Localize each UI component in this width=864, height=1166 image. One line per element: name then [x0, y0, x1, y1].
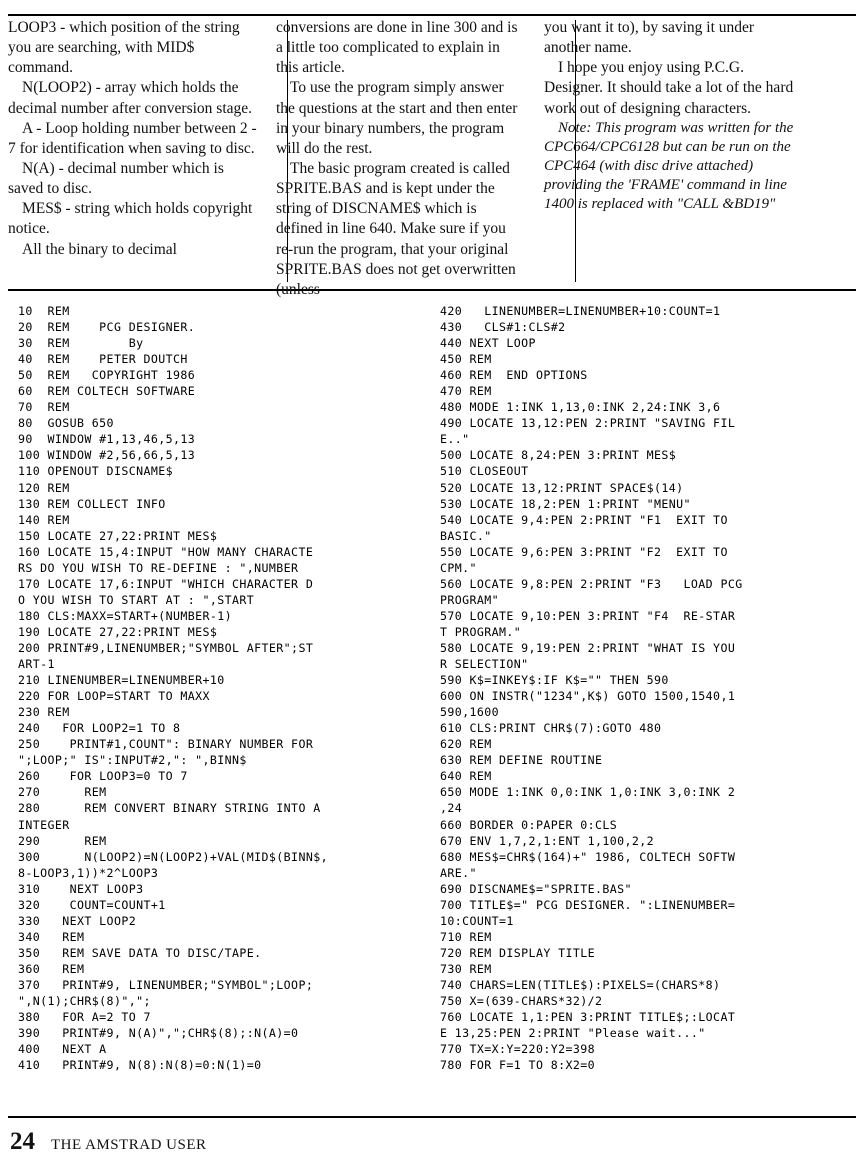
code-line: 50 REM COPYRIGHT 1986 [18, 368, 196, 383]
article-column-1 [8, 18, 276, 282]
code-line: 390 PRINT#9, N(A)",";CHR$(8);:N(A)=0 [18, 1026, 299, 1041]
article-paragraph: The basic program created is called SPRITE.BAS and is kept under the string of DISCNAME$ which is defined in line 640. Make sure if you re-run the program, that your original SPRITE.BAS does not get overwritten (unless [276, 159, 516, 298]
code-line: 670 ENV 1,7,2,1:ENT 1,100,2,2 [440, 833, 655, 848]
code-line: R SELECTION" [440, 657, 529, 672]
code-line: 610 CLS:PRINT CHR$(7):GOTO 480 [440, 721, 662, 736]
code-line: O YOU WISH TO START AT : ",START [18, 592, 255, 607]
article-paragraph: All the binary to decimal [22, 240, 177, 258]
code-line: 550 LOCATE 9,6:PEN 3:PRINT "F2 EXIT TO [440, 544, 728, 559]
code-line: 190 LOCATE 27,22:PRINT MES$ [18, 624, 218, 639]
code-line: 260 FOR LOOP3=0 TO 7 [18, 769, 188, 784]
code-line: 130 REM COLLECT INFO [18, 496, 166, 511]
code-line: 290 REM [18, 833, 107, 848]
code-line: 140 REM [18, 512, 70, 527]
code-line: 250 PRINT#1,COUNT": BINARY NUMBER FOR [18, 737, 314, 752]
code-line: 650 MODE 1:INK 0,0:INK 1,0:INK 3,0:INK 2 [440, 785, 736, 800]
code-line: 350 REM SAVE DATA TO DISC/TAPE. [18, 945, 262, 960]
code-line: 200 PRINT#9,LINENUMBER;"SYMBOL AFTER";ST [18, 640, 314, 655]
code-line: 360 REM [18, 961, 85, 976]
code-line: 730 REM [440, 961, 492, 976]
code-line: 630 REM DEFINE ROUTINE [440, 753, 603, 768]
article-paragraph: A - Loop holding number between 2 - 7 for identification when saving to disc. [8, 119, 257, 157]
article-column-2 [276, 18, 544, 298]
code-line: 760 LOCATE 1,1:PEN 3:PRINT TITLE$;:LOCAT [440, 1010, 736, 1025]
article-paragraph: you want it to), by saving it under another name. [544, 19, 755, 57]
code-line: 770 TX=X:Y=220:Y2=398 [440, 1042, 595, 1057]
listing-column-left [18, 303, 432, 1103]
code-line: INTEGER [18, 817, 70, 832]
publication-title: THE AMSTRAD USER [51, 1137, 207, 1153]
code-line: 720 REM DISPLAY TITLE [440, 945, 595, 960]
code-line: 8-LOOP3,1))*2^LOOP3 [18, 865, 159, 880]
code-line: 210 LINENUMBER=LINENUMBER+10 [18, 673, 225, 688]
page-number: 24 [10, 1128, 35, 1155]
code-line: 170 LOCATE 17,6:INPUT "WHICH CHARACTER D [18, 576, 314, 591]
code-line: PROGRAM" [440, 592, 500, 607]
code-line: 740 CHARS=LEN(TITLE$):PIXELS=(CHARS*8) [440, 977, 721, 992]
code-line: 240 FOR LOOP2=1 TO 8 [18, 721, 181, 736]
code-line: 480 MODE 1:INK 1,13,0:INK 2,24:INK 3,6 [440, 400, 721, 415]
code-line: ",N(1);CHR$(8)","; [18, 994, 151, 1009]
code-line: ";LOOP;" IS":INPUT#2,": ",BINN$ [18, 753, 247, 768]
code-line: 60 REM COLTECH SOFTWARE [18, 384, 196, 399]
code-line: 300 N(LOOP2)=N(LOOP2)+VAL(MID$(BINN$, [18, 849, 328, 864]
code-line: 340 REM [18, 929, 85, 944]
top-divider-rule [8, 14, 856, 16]
code-line: 20 REM PCG DESIGNER. [18, 320, 196, 335]
code-line: 590 K$=INKEY$:IF K$="" THEN 590 [440, 673, 669, 688]
code-line: E 13,25:PEN 2:PRINT "Please wait..." [440, 1026, 706, 1041]
code-line: 400 NEXT A [18, 1042, 107, 1057]
code-line: ,24 [440, 801, 463, 816]
program-listing [18, 303, 846, 1103]
code-line: 750 X=(639-CHARS*32)/2 [440, 994, 603, 1009]
listing-column-right [432, 303, 846, 1103]
code-line: 620 REM [440, 737, 492, 752]
code-line: 320 COUNT=COUNT+1 [18, 897, 166, 912]
code-line: 150 LOCATE 27,22:PRINT MES$ [18, 528, 218, 543]
code-line: 490 LOCATE 13,12:PEN 2:PRINT "SAVING FIL [440, 416, 736, 431]
code-line: 580 LOCATE 9,19:PEN 2:PRINT "WHAT IS YOU [440, 640, 736, 655]
code-line: ARE." [440, 865, 477, 880]
code-line: 310 NEXT LOOP3 [18, 881, 144, 896]
code-line: CPM." [440, 560, 477, 575]
code-line: RS DO YOU WISH TO RE-DEFINE : ",NUMBER [18, 560, 299, 575]
code-line: 500 LOCATE 8,24:PEN 3:PRINT MES$ [440, 448, 677, 463]
code-line: 380 FOR A=2 TO 7 [18, 1010, 151, 1025]
code-line: 570 LOCATE 9,10:PEN 3:PRINT "F4 RE-STAR [440, 608, 736, 623]
code-line: 220 FOR LOOP=START TO MAXX [18, 689, 210, 704]
code-line: T PROGRAM." [440, 624, 522, 639]
code-line: 460 REM END OPTIONS [440, 368, 588, 383]
code-line: 180 CLS:MAXX=START+(NUMBER-1) [18, 608, 233, 623]
code-line: 410 PRINT#9, N(8):N(8)=0:N(1)=0 [18, 1058, 262, 1073]
article-note: Note: This program was written for the CPC664/CPC6128 but can be run on the CPC464 (with disc drive attached) providing the 'FRAME' command in line 1400 is replaced with "CALL &BD19" [544, 119, 794, 213]
code-line: 10:COUNT=1 [440, 913, 514, 928]
code-line: BASIC." [440, 528, 492, 543]
code-line: 90 WINDOW #1,13,46,5,13 [18, 432, 196, 447]
code-line: 560 LOCATE 9,8:PEN 2:PRINT "F3 LOAD PCG [440, 576, 743, 591]
code-line: 530 LOCATE 18,2:PEN 1:PRINT "MENU" [440, 496, 691, 511]
code-line: 30 REM By [18, 336, 144, 351]
article-paragraph: N(LOOP2) - array which holds the decimal number after conversion stage. [8, 79, 253, 117]
code-line: 440 NEXT LOOP [440, 336, 536, 351]
code-line: 10 REM [18, 304, 70, 318]
article-paragraph: conversions are done in line 300 and is a little too complicated to explain in this article. [276, 19, 518, 77]
article-paragraph: N(A) - decimal number which is saved to disc. [8, 159, 224, 198]
code-line: 370 PRINT#9, LINENUMBER;"SYMBOL";LOOP; [18, 977, 314, 992]
code-line: 680 MES$=CHR$(164)+" 1986, COLTECH SOFTW [440, 849, 736, 864]
code-line: 80 GOSUB 650 [18, 416, 114, 431]
code-line: 100 WINDOW #2,56,66,5,13 [18, 448, 196, 463]
code-line: 640 REM [440, 769, 492, 784]
bottom-divider-rule [8, 1116, 856, 1118]
code-line: 520 LOCATE 13,12:PRINT SPACE$(14) [440, 480, 684, 495]
code-line: 690 DISCNAME$="SPRITE.BAS" [440, 881, 632, 896]
code-line: 120 REM [18, 480, 70, 495]
article-paragraph: MES$ - string which holds copyright notice. [8, 200, 253, 238]
code-line: 270 REM [18, 785, 107, 800]
code-line: 780 FOR F=1 TO 8:X2=0 [440, 1058, 595, 1073]
code-line: 160 LOCATE 15,4:INPUT "HOW MANY CHARACTE [18, 544, 314, 559]
code-line: 450 REM [440, 352, 492, 367]
code-line: 420 LINENUMBER=LINENUMBER+10:COUNT=1 [440, 304, 721, 318]
code-line: 470 REM [440, 384, 492, 399]
code-line: E.." [440, 432, 470, 447]
article-column-3 [544, 18, 812, 282]
code-line: 330 NEXT LOOP2 [18, 913, 137, 928]
code-line: 700 TITLE$=" PCG DESIGNER. ":LINENUMBER= [440, 897, 736, 912]
code-line: 710 REM [440, 929, 492, 944]
article-paragraph: To use the program simply answer the questions at the start and then enter in your binary numbers, the program will do the rest. [276, 79, 518, 157]
code-line: 280 REM CONVERT BINARY STRING INTO A [18, 801, 321, 816]
code-line: 510 CLOSEOUT [440, 464, 529, 479]
article-paragraph: LOOP3 - which position of the string you are searching, with MID$ command. [8, 19, 240, 77]
code-line: 430 CLS#1:CLS#2 [440, 320, 566, 335]
code-line: 230 REM [18, 705, 70, 720]
code-line: 540 LOCATE 9,4:PEN 2:PRINT "F1 EXIT TO [440, 512, 728, 527]
code-line: 660 BORDER 0:PAPER 0:CLS [440, 817, 618, 832]
code-line: 600 ON INSTR("1234",K$) GOTO 1500,1540,1 [440, 689, 736, 704]
article-paragraph: I hope you enjoy using P.C.G. Designer. It should take a lot of the hard work out of designing characters. [544, 59, 794, 117]
code-line: 590,1600 [440, 705, 500, 720]
code-line: 70 REM [18, 400, 70, 415]
code-line: 110 OPENOUT DISCNAME$ [18, 464, 173, 479]
page-footer [10, 1128, 510, 1156]
code-line: 40 REM PETER DOUTCH [18, 352, 188, 367]
code-line: ART-1 [18, 657, 55, 672]
article-text-area [8, 18, 856, 298]
